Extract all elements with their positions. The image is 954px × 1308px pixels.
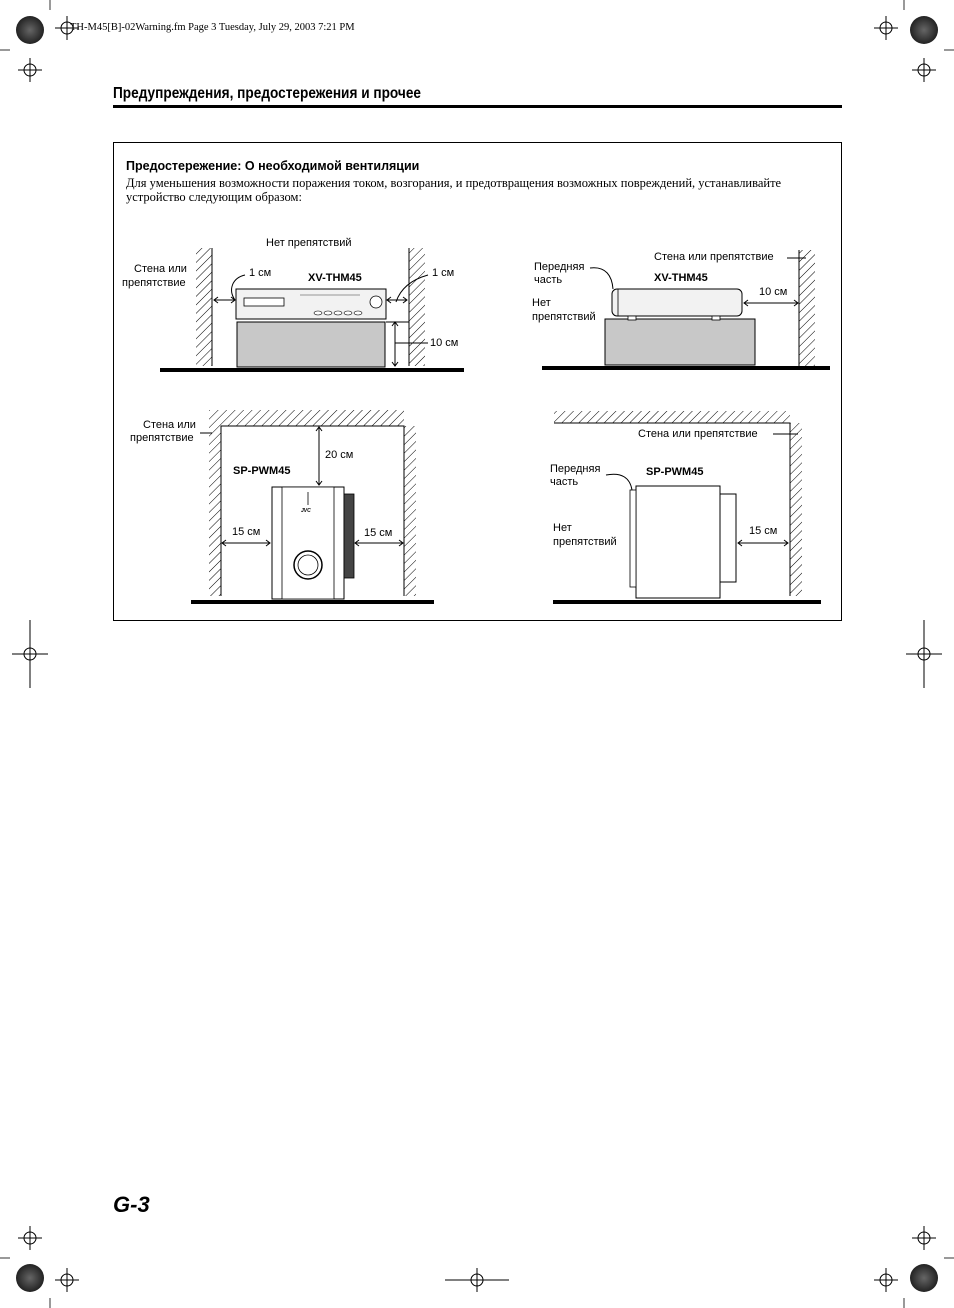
label-no-obs-line2: препятствий	[553, 536, 617, 548]
label-gap-right: 1 см	[432, 267, 455, 279]
label-no-obs-line1: Нет	[532, 297, 551, 309]
page-number: G-3	[113, 1192, 150, 1217]
section-title: Предупреждения, предостережения и прочее	[113, 85, 422, 102]
label-gap: 15 см	[749, 525, 778, 537]
label-model: XV-THM45	[308, 272, 362, 284]
label-front-line2: часть	[534, 274, 563, 286]
label-model: XV-THM45	[654, 272, 708, 284]
label-wall-line2: препятствие	[130, 432, 194, 444]
label-wall-line2: препятствие	[122, 277, 186, 289]
label-wall-line1: Стена или	[134, 263, 187, 275]
label-front-line1: Передняя	[534, 261, 585, 273]
caution-box	[113, 142, 842, 621]
label-gap-left: 1 см	[249, 267, 272, 279]
label-no-obs-line1: Нет	[553, 522, 572, 534]
label-no-obstruction: Нет препятствий	[266, 237, 352, 249]
title-rule	[113, 105, 842, 108]
label-gap: 10 см	[759, 286, 788, 298]
label-model: SP-PWM45	[646, 466, 704, 478]
label-gap-right: 15 см	[364, 527, 393, 539]
label-wall: Стена или препятствие	[654, 251, 774, 263]
label-wall: Стена или препятствие	[638, 428, 758, 440]
label-front-line2: часть	[550, 476, 579, 488]
label-gap-top: 20 см	[325, 449, 354, 461]
label-gap-bottom: 10 см	[430, 337, 459, 349]
file-header: TH-M45[B]-02Warning.fm Page 3 Tuesday, July 29, 2003 7:21 PM	[70, 22, 355, 33]
label-front-line1: Передняя	[550, 463, 601, 475]
caution-body: Для уменьшения возможности поражения током, возгорания, и предотвращения возможных повреждений, устанавливайте устройство следующим образом:	[126, 176, 782, 204]
label-gap-left: 15 см	[232, 526, 261, 538]
label-wall-line1: Стена или	[143, 419, 196, 431]
caution-heading: Предостережение: О необходимой вентиляции	[126, 159, 420, 173]
label-no-obs-line2: препятствий	[532, 311, 596, 323]
label-model: SP-PWM45	[233, 465, 291, 477]
brand-logo: JVC	[301, 508, 311, 514]
